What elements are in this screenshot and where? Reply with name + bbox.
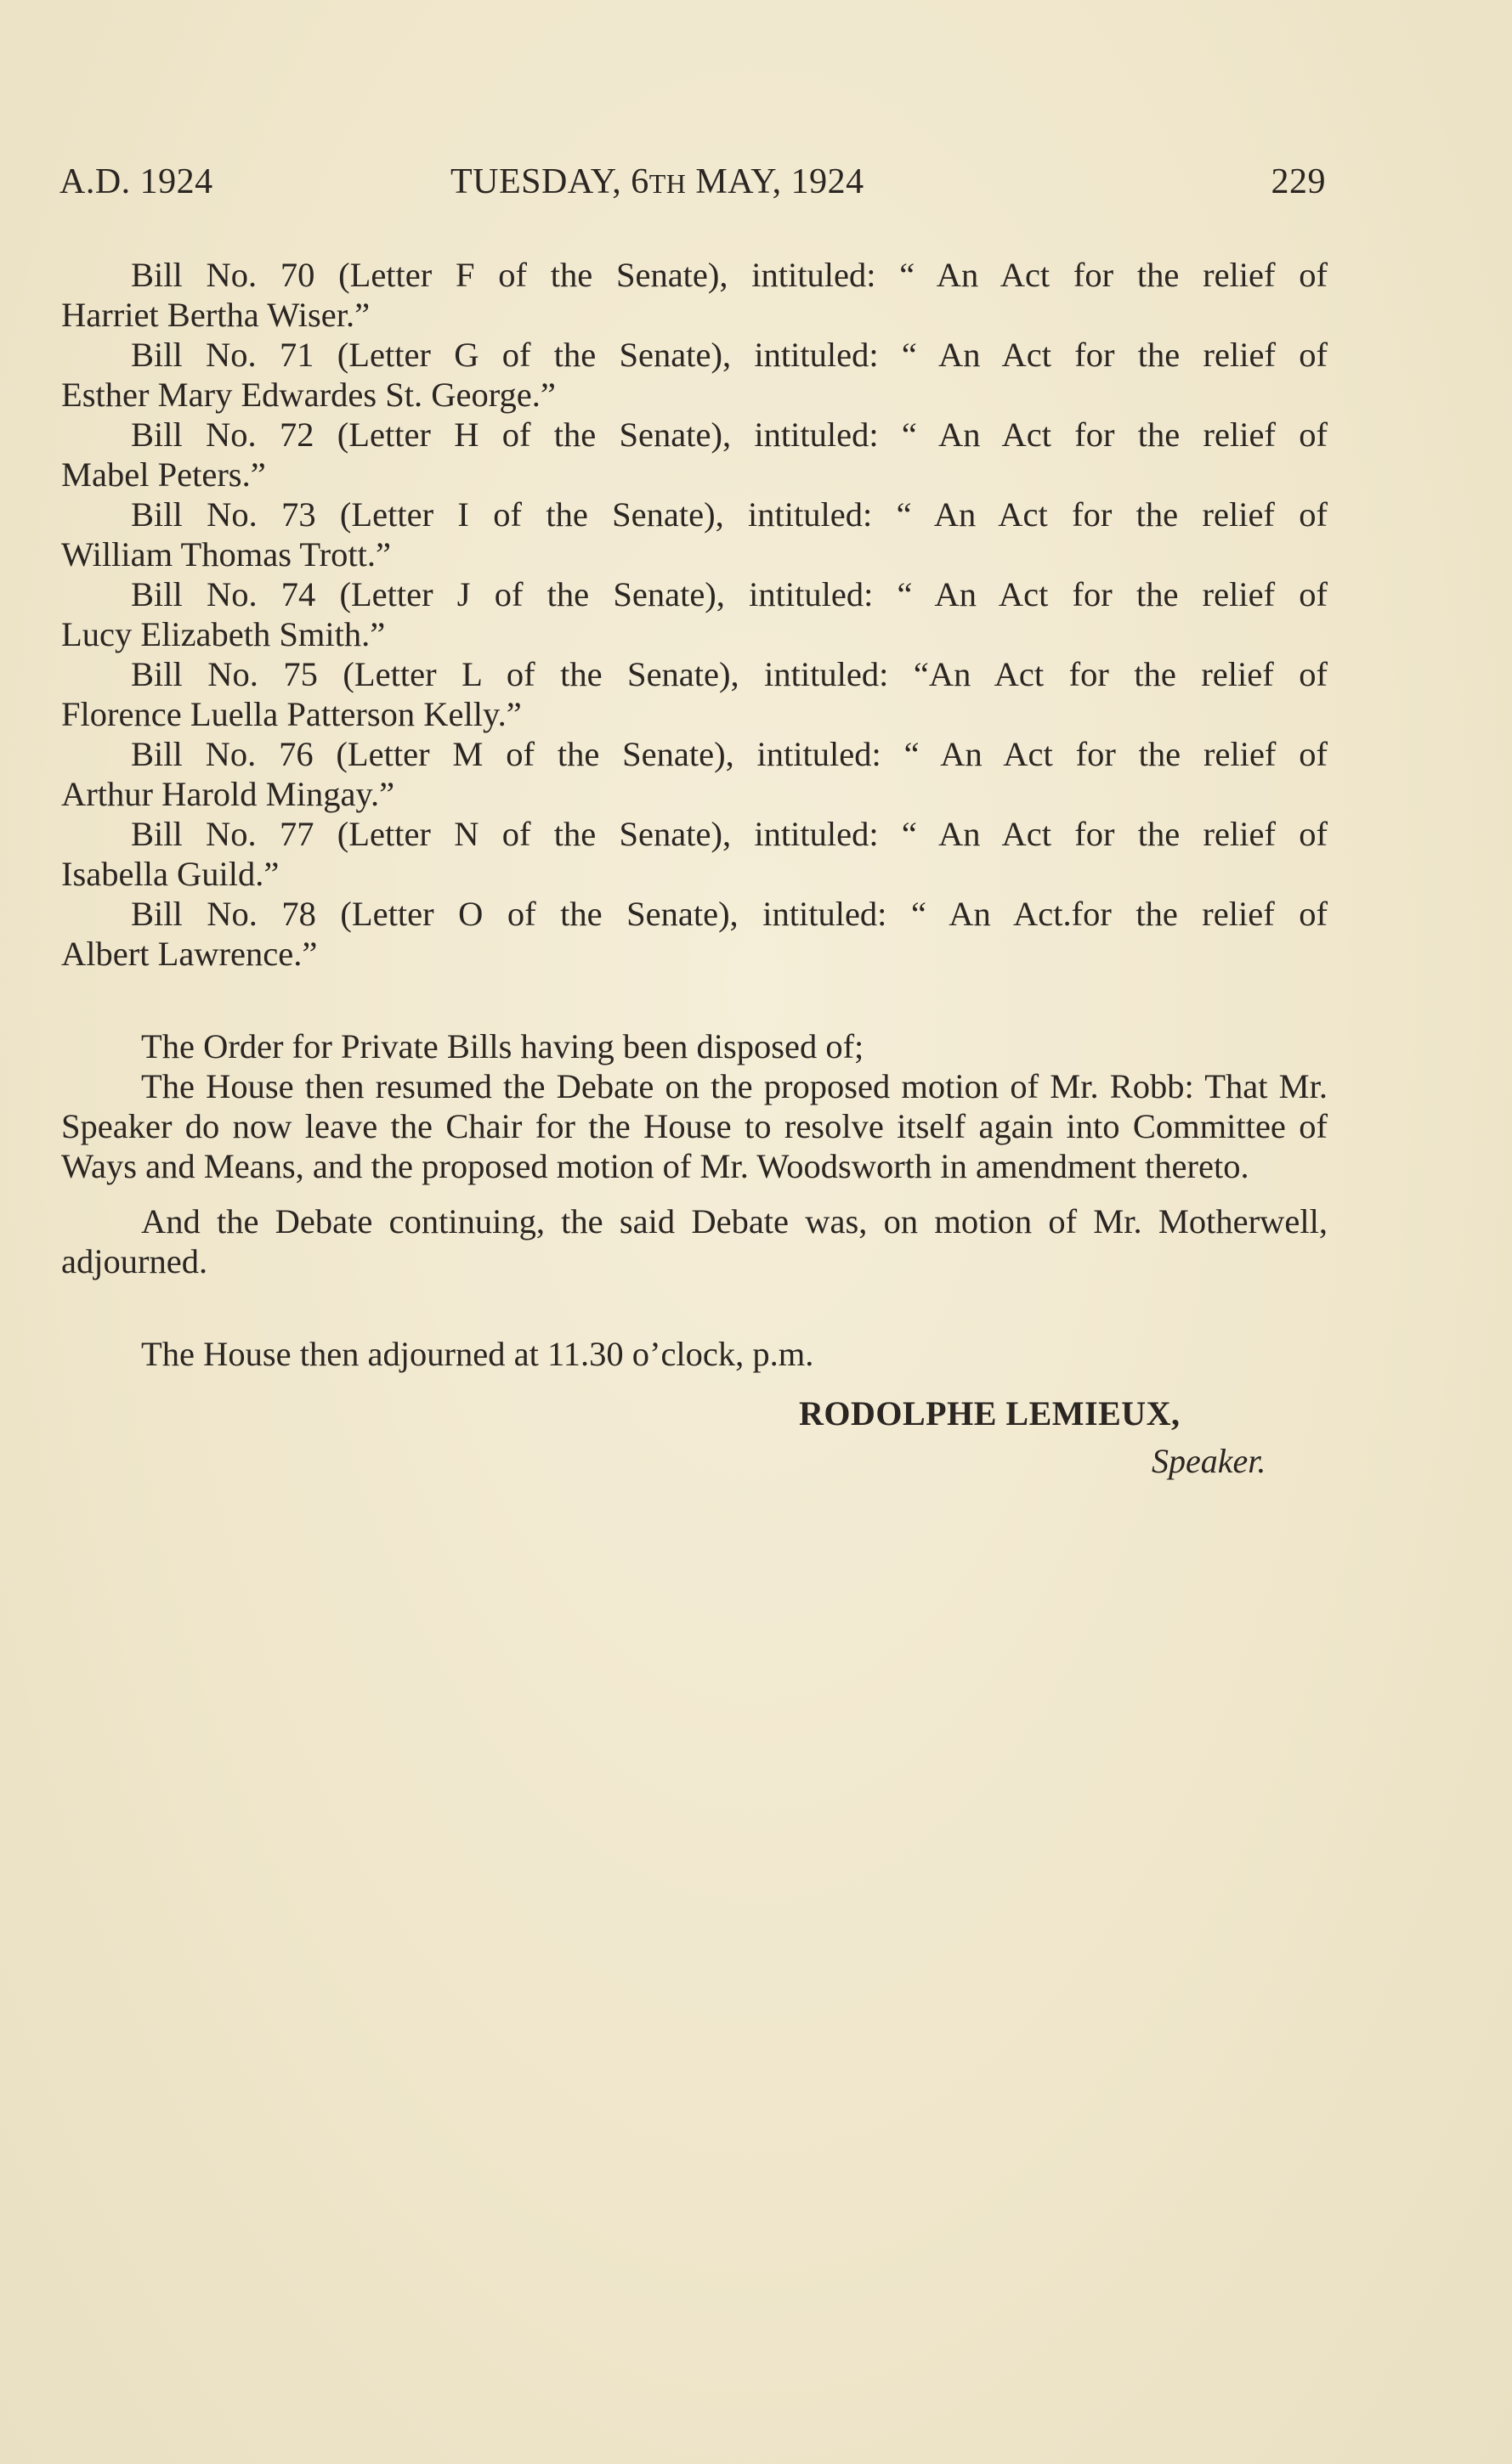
bill-entry	[61, 335, 1328, 415]
house-adjourned-paragraph: The House then adjourned at 11.30 o’clock, p.m.	[141, 1335, 814, 1373]
header-date-ordinal: TH	[648, 168, 687, 199]
bill-beneficiary: Isabella Guild.”	[61, 855, 280, 893]
bill-title-line: Bill No. 78 (Letter O of the Senate), intituled: “ An Act.for the relief of	[131, 895, 1328, 933]
bill-title-line: Bill No. 74 (Letter J of the Senate), intituled: “ An Act for the relief of	[131, 575, 1328, 613]
bill-entry	[61, 894, 1328, 974]
bill-title-line: Bill No. 71 (Letter G of the Senate), intituled: “ An Act for the relief of	[131, 336, 1328, 374]
bill-beneficiary: Esther Mary Edwardes St. George.”	[61, 376, 556, 414]
bill-title-line: Bill No. 77 (Letter N of the Senate), intituled: “ An Act for the relief of	[131, 815, 1328, 853]
running-head	[59, 161, 1326, 221]
signature-title: Speaker.	[1152, 1442, 1266, 1480]
bill-entry	[61, 415, 1328, 494]
bill-beneficiary: Harriet Bertha Wiser.”	[61, 296, 371, 334]
signature-name: RODOLPHE LEMIEUX,	[799, 1394, 1181, 1433]
bill-title-line: Bill No. 70 (Letter F of the Senate), intituled: “ An Act for the relief of	[131, 256, 1328, 294]
bill-beneficiary: Florence Luella Patterson Kelly.”	[61, 695, 522, 733]
header-date-prefix: TUESDAY, 6	[450, 162, 649, 201]
bill-entry	[61, 654, 1328, 734]
bill-entry	[61, 574, 1328, 654]
bill-title-line: Bill No. 73 (Letter I of the Senate), intituled: “ An Act for the relief of	[131, 495, 1328, 534]
bill-title-line: Bill No. 75 (Letter L of the Senate), intituled: “An Act for the relief of	[131, 655, 1328, 693]
header-date	[450, 161, 864, 202]
order-disposed-paragraph: The Order for Private Bills having been disposed of;	[141, 1027, 864, 1065]
header-year: A.D. 1924	[59, 162, 213, 201]
bill-title-line: Bill No. 72 (Letter H of the Senate), intituled: “ An Act for the relief of	[131, 415, 1328, 454]
bill-beneficiary: William Thomas Trott.”	[61, 535, 392, 574]
journal-body	[61, 255, 1328, 1374]
bill-entry	[61, 494, 1328, 574]
bill-beneficiary: Arthur Harold Mingay.”	[61, 775, 395, 813]
bill-beneficiary: Mabel Peters.”	[61, 455, 266, 494]
bill-beneficiary: Lucy Elizabeth Smith.”	[61, 615, 386, 653]
bill-entry	[61, 255, 1328, 335]
bill-title-line: Bill No. 76 (Letter M of the Senate), intituled: “ An Act for the relief of	[131, 735, 1328, 773]
resumed-debate-paragraph: The House then resumed the Debate on the proposed motion of Mr. Robb: That Mr. Speaker do now leave the Chair for the House to resolve itself again into Committee of Ways and Means, and the proposed motion of Mr. Woodsworth in amendment thereto.	[61, 1067, 1328, 1185]
header-date-suffix: MAY, 1924	[686, 162, 864, 201]
page-number: 229	[1271, 162, 1326, 201]
bill-entry	[61, 814, 1328, 894]
bill-beneficiary: Albert Lawrence.”	[61, 935, 318, 973]
bill-entry	[61, 734, 1328, 814]
debate-adjourned-paragraph: And the Debate continuing, the said Debate was, on motion of Mr. Motherwell, adjourned.	[61, 1202, 1328, 1280]
